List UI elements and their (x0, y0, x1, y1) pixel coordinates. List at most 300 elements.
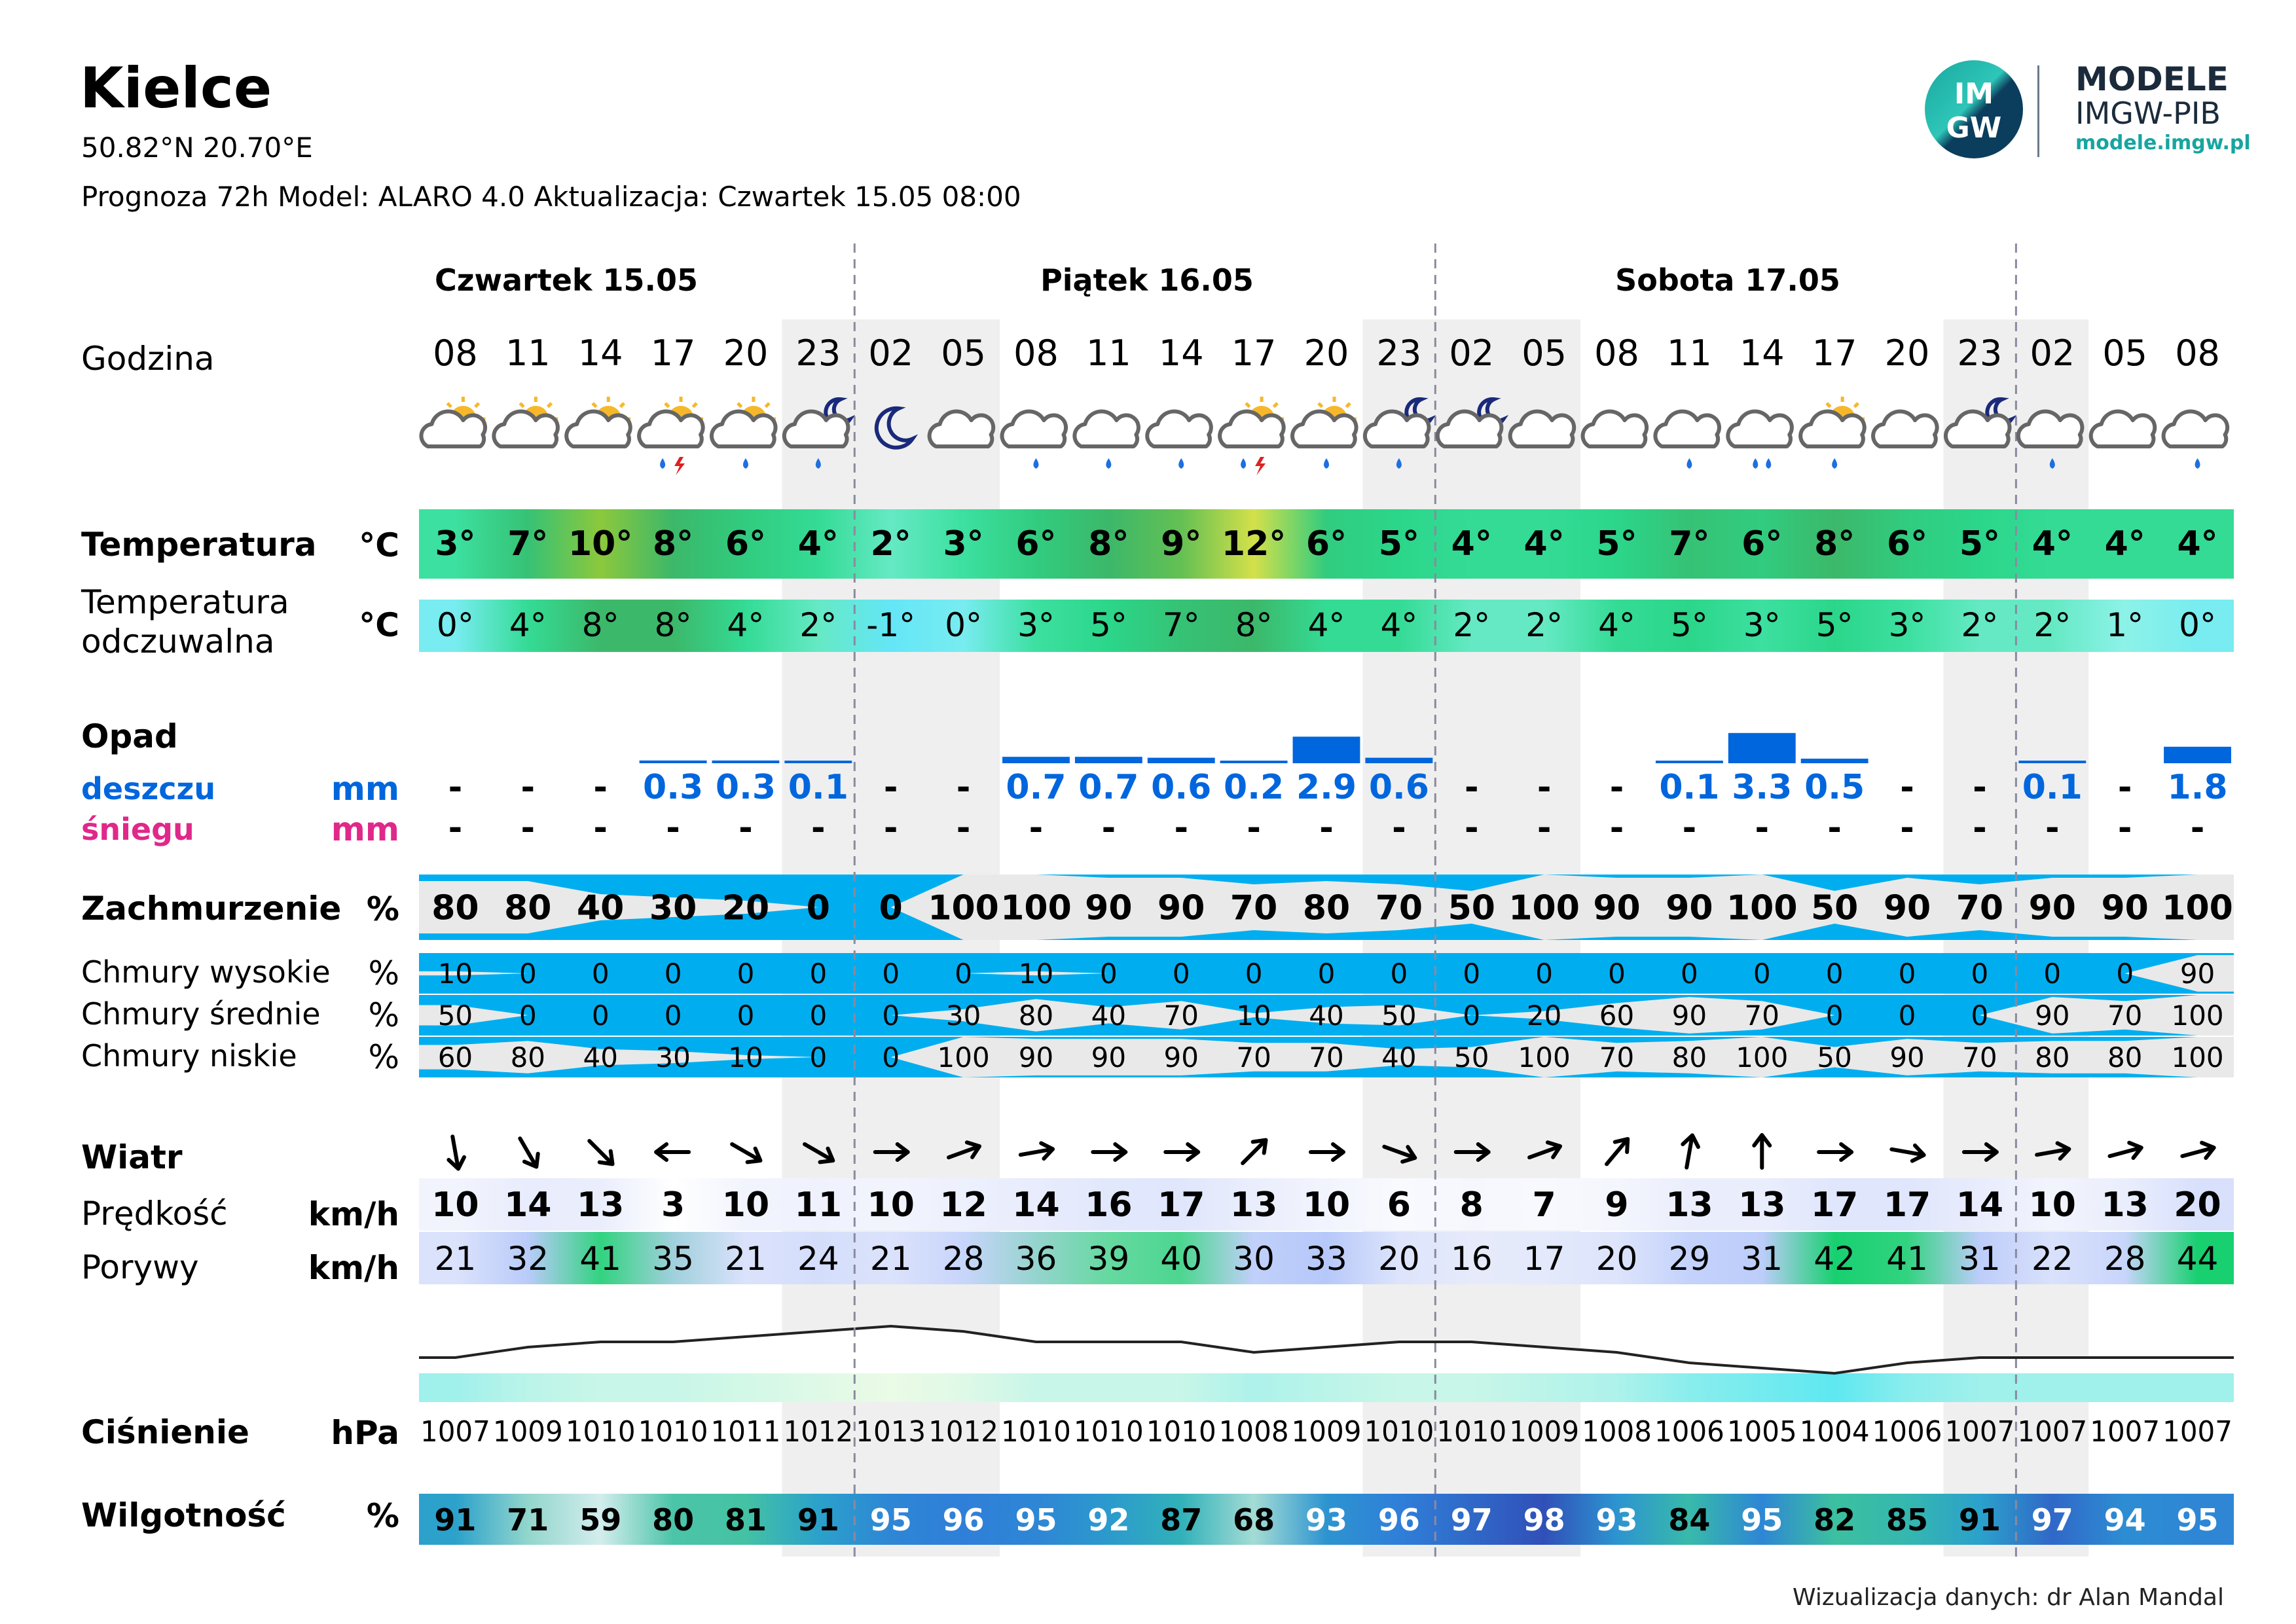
gust-value: 21 (869, 1240, 912, 1278)
feels-like-value: 2° (1525, 606, 1563, 644)
humidity-value: 68 (1233, 1502, 1275, 1538)
cloud-shape (1292, 411, 1357, 446)
rain-bar (640, 761, 707, 763)
rain-value: - (956, 768, 971, 807)
gust-value: 32 (507, 1240, 549, 1278)
gust-value: 39 (1087, 1240, 1130, 1278)
cloud-value: 0 (806, 888, 830, 928)
temperature-value: 6° (725, 524, 767, 564)
cloud-icon (1873, 411, 1937, 446)
pressure-value: 1010 (565, 1415, 636, 1449)
raindrop (1832, 458, 1837, 469)
snow-value: - (1755, 808, 1770, 848)
sun-ray (738, 403, 742, 407)
cloud-value: 70 (1230, 888, 1278, 928)
rain-value: - (1537, 768, 1552, 807)
label-cloud: Zachmurzenie (81, 890, 342, 928)
label-hour: Godzina (81, 340, 215, 378)
pressure-value: 1010 (1436, 1415, 1507, 1449)
snow-value: - (1101, 808, 1116, 848)
wind-arrow-icon (1093, 1144, 1125, 1160)
cloud-value: 30 (649, 888, 697, 928)
feels-like-value: 2° (799, 606, 837, 644)
gust-value: 44 (2176, 1240, 2219, 1278)
cloud-low-value: 100 (1736, 1041, 1789, 1074)
sun-cloud-rain-icon (1800, 397, 1865, 469)
temperature-value: 6° (1015, 524, 1057, 564)
logo-circle-top: IM (1954, 77, 1994, 111)
pressure-value: 1010 (1073, 1415, 1144, 1449)
feels-like-value: 4° (1307, 606, 1345, 644)
sun-ray (548, 403, 552, 407)
cloud-low-value: 90 (1091, 1041, 1127, 1074)
humidity-value: 93 (1595, 1502, 1638, 1538)
gust-value: 31 (1959, 1240, 2001, 1278)
rain-value: 0.1 (2022, 768, 2083, 807)
rain-value: 0.3 (715, 768, 776, 807)
cloud-value: 100 (2162, 888, 2233, 928)
snow-value: - (738, 808, 753, 848)
hour-label: 11 (505, 333, 551, 374)
wind-arrow-icon (2107, 1140, 2143, 1164)
label-wind-speed: Prędkość (81, 1195, 228, 1233)
wind-arrow-shaft (589, 1141, 611, 1163)
cloud-mid-value: 70 (1744, 1000, 1780, 1032)
cloud-high-value: 0 (1099, 958, 1118, 990)
temperature-value: 10° (568, 524, 633, 564)
hour-label: 05 (2102, 333, 2148, 374)
gust-value: 28 (942, 1240, 985, 1278)
hour-label: 14 (1158, 333, 1204, 374)
sun-ray (592, 403, 596, 407)
hour-label: 02 (2030, 333, 2075, 374)
label-temperature: Temperatura (81, 526, 317, 564)
rain-value: 0.7 (1078, 768, 1139, 807)
feels-like-value: -1° (866, 606, 916, 644)
cloud-high-value: 0 (1681, 958, 1698, 990)
wind-speed-value: 10 (431, 1185, 479, 1225)
cloud-value: 100 (928, 888, 999, 928)
wind-speed-value: 16 (1085, 1185, 1133, 1225)
cloud-shape (1002, 411, 1066, 446)
rain-value: - (1973, 768, 1987, 807)
cloud-low-value: 0 (809, 1041, 828, 1074)
temperature-value: 3° (435, 524, 476, 564)
humidity-value: 84 (1668, 1502, 1711, 1538)
cloud-low-value: 70 (1599, 1041, 1635, 1074)
feels-like-value: 3° (1888, 606, 1926, 644)
wind-arrow-shaft (1607, 1140, 1627, 1164)
cloud-mid-value: 40 (1091, 1000, 1127, 1032)
cloud-value: 80 (504, 888, 552, 928)
lightning (674, 457, 685, 475)
wind-speed-value: 13 (577, 1185, 625, 1225)
rain-value: - (883, 768, 898, 807)
sun-cloud-storm-icon (639, 397, 703, 475)
wind-speed-value: 20 (2174, 1185, 2221, 1225)
cloud-mid-value: 50 (1381, 1000, 1417, 1032)
unit-cloud-high: % (368, 954, 399, 992)
pressure-value: 1011 (710, 1415, 781, 1449)
cloud-value: 70 (1375, 888, 1423, 928)
rain-bar (1365, 758, 1432, 763)
rain-bar (1075, 757, 1142, 763)
cloud-low-value: 50 (1817, 1041, 1852, 1074)
logo-subtitle: IMGW-PIB (2075, 96, 2221, 131)
rain-value: 0.7 (1006, 768, 1066, 807)
gust-value: 36 (1015, 1240, 1057, 1278)
sun-cloud-icon (494, 397, 558, 446)
cloud-high-value: 0 (1463, 958, 1481, 990)
cloud-high-value: 10 (1018, 958, 1054, 990)
rain-value: 0.3 (643, 768, 704, 807)
raindrop (660, 458, 665, 469)
humidity-value: 97 (2031, 1502, 2073, 1538)
cloud-mid-value: 0 (1825, 1000, 1844, 1032)
rain-bar (2018, 761, 2086, 763)
gust-value: 33 (1305, 1240, 1347, 1278)
raindrop (1033, 458, 1038, 469)
temperature-value: 4° (2104, 524, 2145, 564)
cloud-rain2-icon (1728, 411, 1792, 469)
wind-speed-value: 10 (2028, 1185, 2076, 1225)
wind-arrow-icon (1019, 1142, 1054, 1163)
cloud-low-value: 80 (510, 1041, 546, 1074)
wind-arrow-icon (513, 1134, 543, 1170)
humidity-value: 95 (869, 1502, 912, 1538)
sun-ray (447, 403, 451, 407)
humidity-value: 91 (1958, 1502, 2001, 1538)
sun-ray (665, 403, 669, 407)
cloud-value: 100 (1726, 888, 1798, 928)
cloud-mid-value: 20 (1526, 1000, 1562, 1032)
feels-like-value: 8° (1235, 606, 1273, 644)
cloud-rain-icon (2164, 411, 2228, 469)
wind-speed-value: 12 (939, 1185, 987, 1225)
feels-like-value: 2° (2033, 606, 2071, 644)
sun-ray (475, 403, 479, 407)
feels-like-value: 3° (1743, 606, 1781, 644)
wind-arrow-icon (1601, 1134, 1634, 1169)
label-feels-like-1: Temperatura (81, 583, 289, 621)
cloud-low-value: 100 (2171, 1041, 2224, 1074)
snow-value: - (2045, 808, 2060, 848)
gust-value: 16 (1450, 1240, 1493, 1278)
cloud-high-value: 0 (1898, 958, 1916, 990)
label-humidity: Wilgotność (81, 1496, 286, 1534)
label-gusts: Porywy (81, 1248, 199, 1286)
unit-cloud-mid: % (368, 996, 399, 1034)
feels-like-value: 2° (1961, 606, 1999, 644)
humidity-value: 96 (1377, 1502, 1420, 1538)
snow-value: - (1973, 808, 1987, 848)
forecast-meta: Prognoza 72h Model: ALARO 4.0 Aktualizacja: Czwartek 15.05 08:00 (81, 181, 1021, 213)
cloud-shape (1873, 411, 1937, 446)
pressure-value: 1010 (1364, 1415, 1434, 1449)
wind-speed-value: 8 (1459, 1185, 1484, 1225)
cloud-value: 20 (721, 888, 770, 928)
hour-label: 20 (723, 333, 769, 374)
wind-arrow-icon (1819, 1144, 1851, 1160)
humidity-value: 95 (2176, 1502, 2219, 1538)
feels-like-value: 7° (1162, 606, 1200, 644)
cloud-high-value: 0 (737, 958, 755, 990)
pressure-value: 1009 (1291, 1415, 1362, 1449)
cloud-mid-value: 0 (591, 1000, 610, 1032)
gust-value: 20 (1595, 1240, 1638, 1278)
pressure-value: 1009 (492, 1415, 563, 1449)
cloud-icon (2091, 411, 2155, 446)
raindrop (2195, 458, 2200, 469)
unit-temperature: °C (359, 526, 399, 564)
gust-value: 40 (1160, 1240, 1203, 1278)
cloud-shape (712, 411, 776, 446)
hour-label: 05 (941, 333, 986, 374)
wind-arrow-shaft (1243, 1141, 1265, 1163)
snow-value: - (956, 808, 971, 848)
humidity-value: 81 (724, 1502, 767, 1538)
snow-value: - (2190, 808, 2205, 848)
wind-speed-value: 13 (1738, 1185, 1786, 1225)
cloud-high-value: 0 (1390, 958, 1408, 990)
gust-value: 21 (725, 1240, 767, 1278)
cloud-low-value: 10 (728, 1041, 763, 1074)
cloud-mid-value: 0 (664, 1000, 682, 1032)
cloud-low-value: 80 (2107, 1041, 2143, 1074)
hour-label: 11 (1086, 333, 1131, 374)
pressure-value: 1009 (1509, 1415, 1580, 1449)
unit-cloud-low: % (368, 1038, 399, 1076)
sun-ray (1319, 403, 1322, 407)
cloud-high-value: 10 (437, 958, 473, 990)
pressure-value: 1012 (928, 1415, 999, 1449)
rain-bar (1002, 757, 1070, 763)
pressure-value: 1007 (1944, 1415, 2015, 1449)
sun-ray (1855, 403, 1859, 407)
cloud-low-value: 30 (655, 1041, 691, 1074)
hour-label: 11 (1667, 333, 1712, 374)
feels-like-value: 4° (1380, 606, 1418, 644)
humidity-value: 94 (2104, 1502, 2146, 1538)
feels-like-value: 5° (1670, 606, 1708, 644)
pressure-value: 1008 (1582, 1415, 1652, 1449)
feels-like-value: 1° (2106, 606, 2144, 644)
hour-label: 23 (1957, 333, 2003, 374)
cloud-shape (566, 411, 630, 446)
sun-cloud-light-icon (566, 397, 630, 446)
temperature-value: 8° (652, 524, 694, 564)
rain-value: 0.6 (1151, 768, 1212, 807)
unit-gusts: km/h (308, 1249, 399, 1287)
cloud-mid-value: 30 (945, 1000, 981, 1032)
feels-like-value: 4° (1598, 606, 1635, 644)
feels-like-value: 8° (654, 606, 692, 644)
sun-ray (1246, 403, 1250, 407)
humidity-value: 87 (1160, 1502, 1203, 1538)
sun-ray (1346, 403, 1350, 407)
feels-like-value: 4° (727, 606, 765, 644)
label-cloud-high: Chmury wysokie (81, 954, 331, 990)
cloud-mid-value: 100 (2171, 1000, 2224, 1032)
pressure-value: 1006 (1872, 1415, 1942, 1449)
wind-arrow-icon (1311, 1144, 1343, 1160)
wind-arrow-icon (1165, 1144, 1198, 1160)
cloud-high-value: 0 (1535, 958, 1554, 990)
lightning (1255, 457, 1266, 475)
feels-like-value: 5° (1815, 606, 1853, 644)
humidity-value: 93 (1305, 1502, 1348, 1538)
rain-bar (2164, 747, 2231, 763)
wind-arrow-icon (584, 1136, 618, 1170)
sun-ray (1827, 403, 1831, 407)
snow-value: - (1174, 808, 1189, 848)
logo-url[interactable]: modele.imgw.pl (2075, 132, 2251, 154)
sun-ray (765, 403, 769, 407)
cloud-low-value: 40 (1381, 1041, 1417, 1074)
humidity-value: 91 (797, 1502, 839, 1538)
cloud-rain-icon (1147, 411, 1211, 469)
cloud-rain-icon (1002, 411, 1066, 469)
gust-value: 30 (1233, 1240, 1275, 1278)
hour-label: 08 (1013, 333, 1059, 374)
snow-value: - (1319, 808, 1334, 848)
cloud-value: 100 (1508, 888, 1580, 928)
cloud-value: 40 (577, 888, 625, 928)
gust-value: 17 (1523, 1240, 1565, 1278)
wind-speed-value: 3 (661, 1185, 685, 1225)
wind-arrow-icon (2180, 1140, 2216, 1164)
cloud-high-value: 0 (1971, 958, 1989, 990)
cloud-high-value: 0 (1753, 958, 1771, 990)
pressure-value: 1007 (2090, 1415, 2160, 1449)
cloud-shape (639, 411, 703, 446)
cloud-mid-value: 0 (882, 1000, 900, 1032)
rain-value: - (593, 768, 608, 807)
cloud-high-value: 0 (955, 958, 972, 990)
hour-label: 17 (1812, 333, 1857, 374)
raindrop (1766, 458, 1771, 469)
feels-like-value: 4° (509, 606, 547, 644)
cloud-shape (1655, 411, 1719, 446)
cloud-value: 70 (1956, 888, 2004, 928)
cloud-value: 50 (1810, 888, 1859, 928)
cloud-low-value: 80 (2035, 1041, 2070, 1074)
sun-cloud-storm-icon (1220, 397, 1284, 475)
temperature-value: 7° (507, 524, 549, 564)
cloud-rain-icon (1655, 411, 1719, 469)
gust-value: 20 (1378, 1240, 1420, 1278)
cloud-mid-value: 0 (809, 1000, 828, 1032)
cloud-shape (494, 411, 558, 446)
hour-label: 17 (650, 333, 696, 374)
day-header-3: Sobota 17.05 (1615, 262, 1840, 298)
unit-pressure: hPa (331, 1414, 399, 1452)
temperature-value: 7° (1669, 524, 1710, 564)
feels-like-value: 8° (581, 606, 619, 644)
wind-speed-value: 9 (1605, 1185, 1629, 1225)
pressure-value: 1005 (1726, 1415, 1797, 1449)
unit-wind-speed: km/h (308, 1195, 399, 1233)
pressure-value: 1013 (856, 1415, 926, 1449)
temperature-value: 4° (1523, 524, 1565, 564)
cloud-low-value: 0 (882, 1041, 900, 1074)
snow-value: - (811, 808, 826, 848)
snow-value: - (666, 808, 680, 848)
gust-value: 35 (652, 1240, 694, 1278)
cloud-value: 90 (1593, 888, 1641, 928)
feels-like-value: 3° (1017, 606, 1055, 644)
raindrop (1106, 458, 1111, 469)
hour-label: 05 (1522, 333, 1567, 374)
rain-value: - (448, 768, 463, 807)
cloud-high-value: 0 (664, 958, 682, 990)
raindrop (743, 458, 748, 469)
temperature-value: 6° (1886, 524, 1928, 564)
gust-value: 31 (1741, 1240, 1783, 1278)
feels-like-value: 0° (2179, 606, 2216, 644)
wind-speed-value: 17 (1157, 1185, 1205, 1225)
label-wind: Wiatr (81, 1138, 183, 1176)
cloud-low-value: 100 (937, 1041, 990, 1074)
humidity-value: 97 (1450, 1502, 1493, 1538)
wind-speed-value: 6 (1387, 1185, 1411, 1225)
temperature-value: 5° (1959, 524, 2001, 564)
rain-value: 0.1 (788, 768, 848, 807)
snow-value: - (2117, 808, 2132, 848)
hour-label: 02 (1449, 333, 1495, 374)
cloud-shape (2091, 411, 2155, 446)
rain-value: 3.3 (1732, 768, 1793, 807)
snow-value: - (1029, 808, 1044, 848)
wind-speed-value: 14 (1956, 1185, 2004, 1225)
logo-circle-bottom: GW (1946, 111, 2002, 145)
snow-value: - (1247, 808, 1261, 848)
cloud-mid-value: 90 (1671, 1000, 1707, 1032)
gust-value: 21 (434, 1240, 477, 1278)
hour-label: 23 (795, 333, 841, 374)
cloud-value: 90 (1085, 888, 1133, 928)
wind-arrow-icon (656, 1144, 689, 1160)
cloud-low-value: 100 (1518, 1041, 1571, 1074)
cloud-mid-value: 0 (1971, 1000, 1989, 1032)
cloud-shape (421, 411, 485, 446)
temperature-value: 5° (1596, 524, 1637, 564)
cloud-value: 100 (1000, 888, 1072, 928)
rain-bar (1728, 733, 1796, 763)
temperature-value: 3° (943, 524, 984, 564)
cloud-mid-value: 0 (1898, 1000, 1916, 1032)
cloud-icon (1583, 411, 1647, 446)
cloud-value: 90 (1883, 888, 1931, 928)
label-precip: Opad (81, 717, 178, 755)
cloud-shape (2164, 411, 2228, 446)
pressure-value: 1010 (638, 1415, 708, 1449)
sun-ray (621, 403, 625, 407)
label-rain: deszczu (81, 771, 216, 806)
humidity-value: 91 (434, 1502, 477, 1538)
rain-value: - (1464, 768, 1479, 807)
cloud-value: 0 (879, 888, 903, 928)
rain-bar (1656, 761, 1723, 763)
humidity-value: 59 (579, 1502, 622, 1538)
label-cloud-low: Chmury niskie (81, 1038, 297, 1074)
cloud-rain-icon (1074, 411, 1139, 469)
rain-bar (784, 761, 852, 763)
gust-value: 42 (1813, 1240, 1855, 1278)
cloud-high-value: 0 (1608, 958, 1626, 990)
hour-label: 02 (868, 333, 914, 374)
cloud-value: 80 (1302, 888, 1351, 928)
